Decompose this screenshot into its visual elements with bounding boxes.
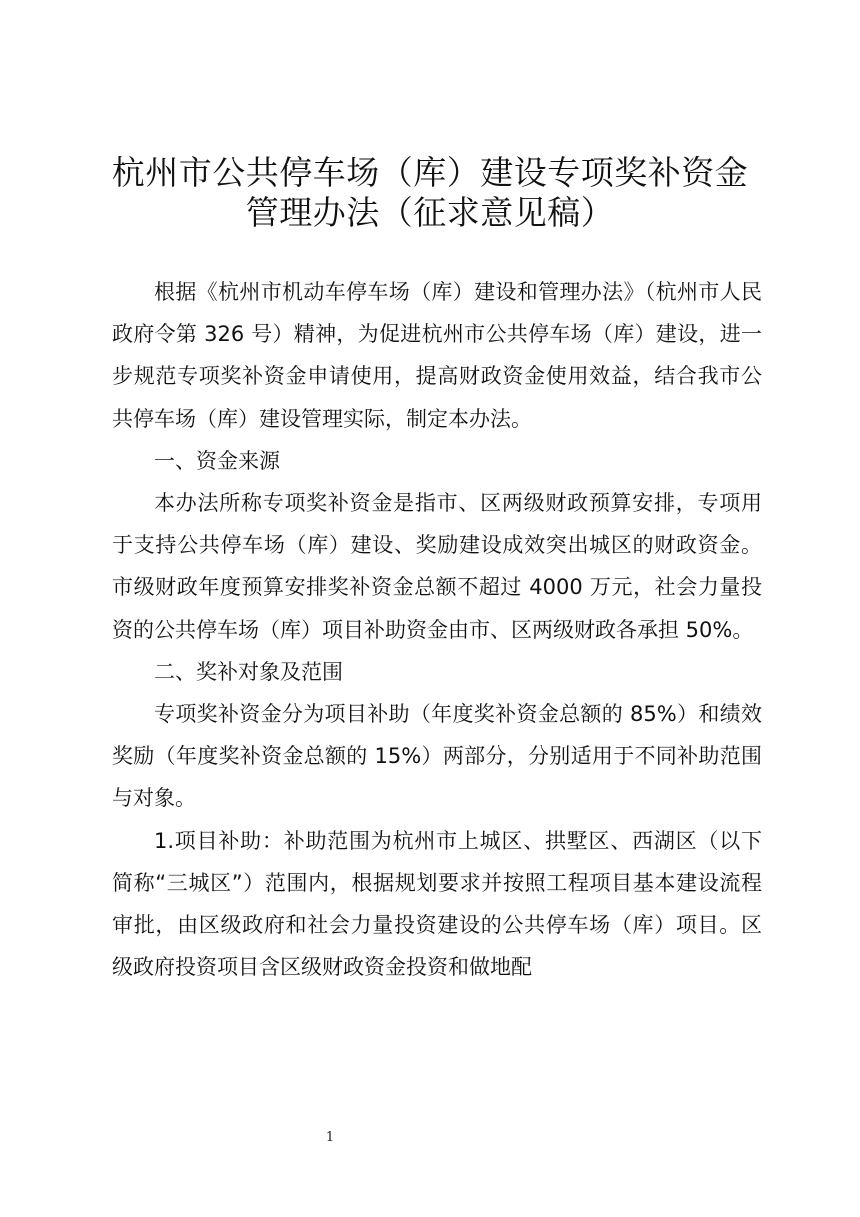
intro-paragraph: 根据《杭州市机动车停车场（库）建设和管理办法》（杭州市人民政府令第 326 号）精神，为促进杭州市公共停车场（库）建设，进一步规范专项奖补资金申请使用，提高财政资金使用效益，结合我市公共停车场（库）建设管理实际，制定本办法。 — [112, 280, 762, 431]
page-number: 1 — [325, 1130, 335, 1145]
document-title-line-1: 杭州市公共停车场（库）建设专项奖补资金 — [111, 153, 749, 192]
scope-paragraph: 专项奖补资金分为项目补助（年度奖补资金总额的 85%）和绩效奖励（年度奖补资金总额的 15%）两部分，分别适用于不同补助范围与对象。 — [112, 702, 762, 811]
document-title-line-2: 管理办法（征求意见稿） — [245, 193, 615, 232]
section-heading-scope: 二、奖补对象及范围 — [154, 659, 343, 684]
project-subsidy-paragraph: 1.项目补助：补助范围为杭州市上城区、拱墅区、西湖区（以下简称“三城区”）范围内，根据规划要求并按照工程项目基本建设流程审批，由区级政府和社会力量投资建设的公共停车场（库）项目。区级政府投资项目含区级财政资金投资和做地配 — [112, 828, 762, 980]
funding-source-paragraph: 本办法所称专项奖补资金是指市、区两级财政预算安排，专项用于支持公共停车场（库）建设、奖励建设成效突出城区的财政资金。市级财政年度预算安排奖补资金总额不超过 4000 万元，社会力量投资的公共停车场（库）项目补助资金由市、区两级财政各承担 50%。 — [112, 491, 762, 642]
document-body — [112, 271, 762, 988]
section-heading-funding-source: 一、资金来源 — [154, 448, 280, 473]
